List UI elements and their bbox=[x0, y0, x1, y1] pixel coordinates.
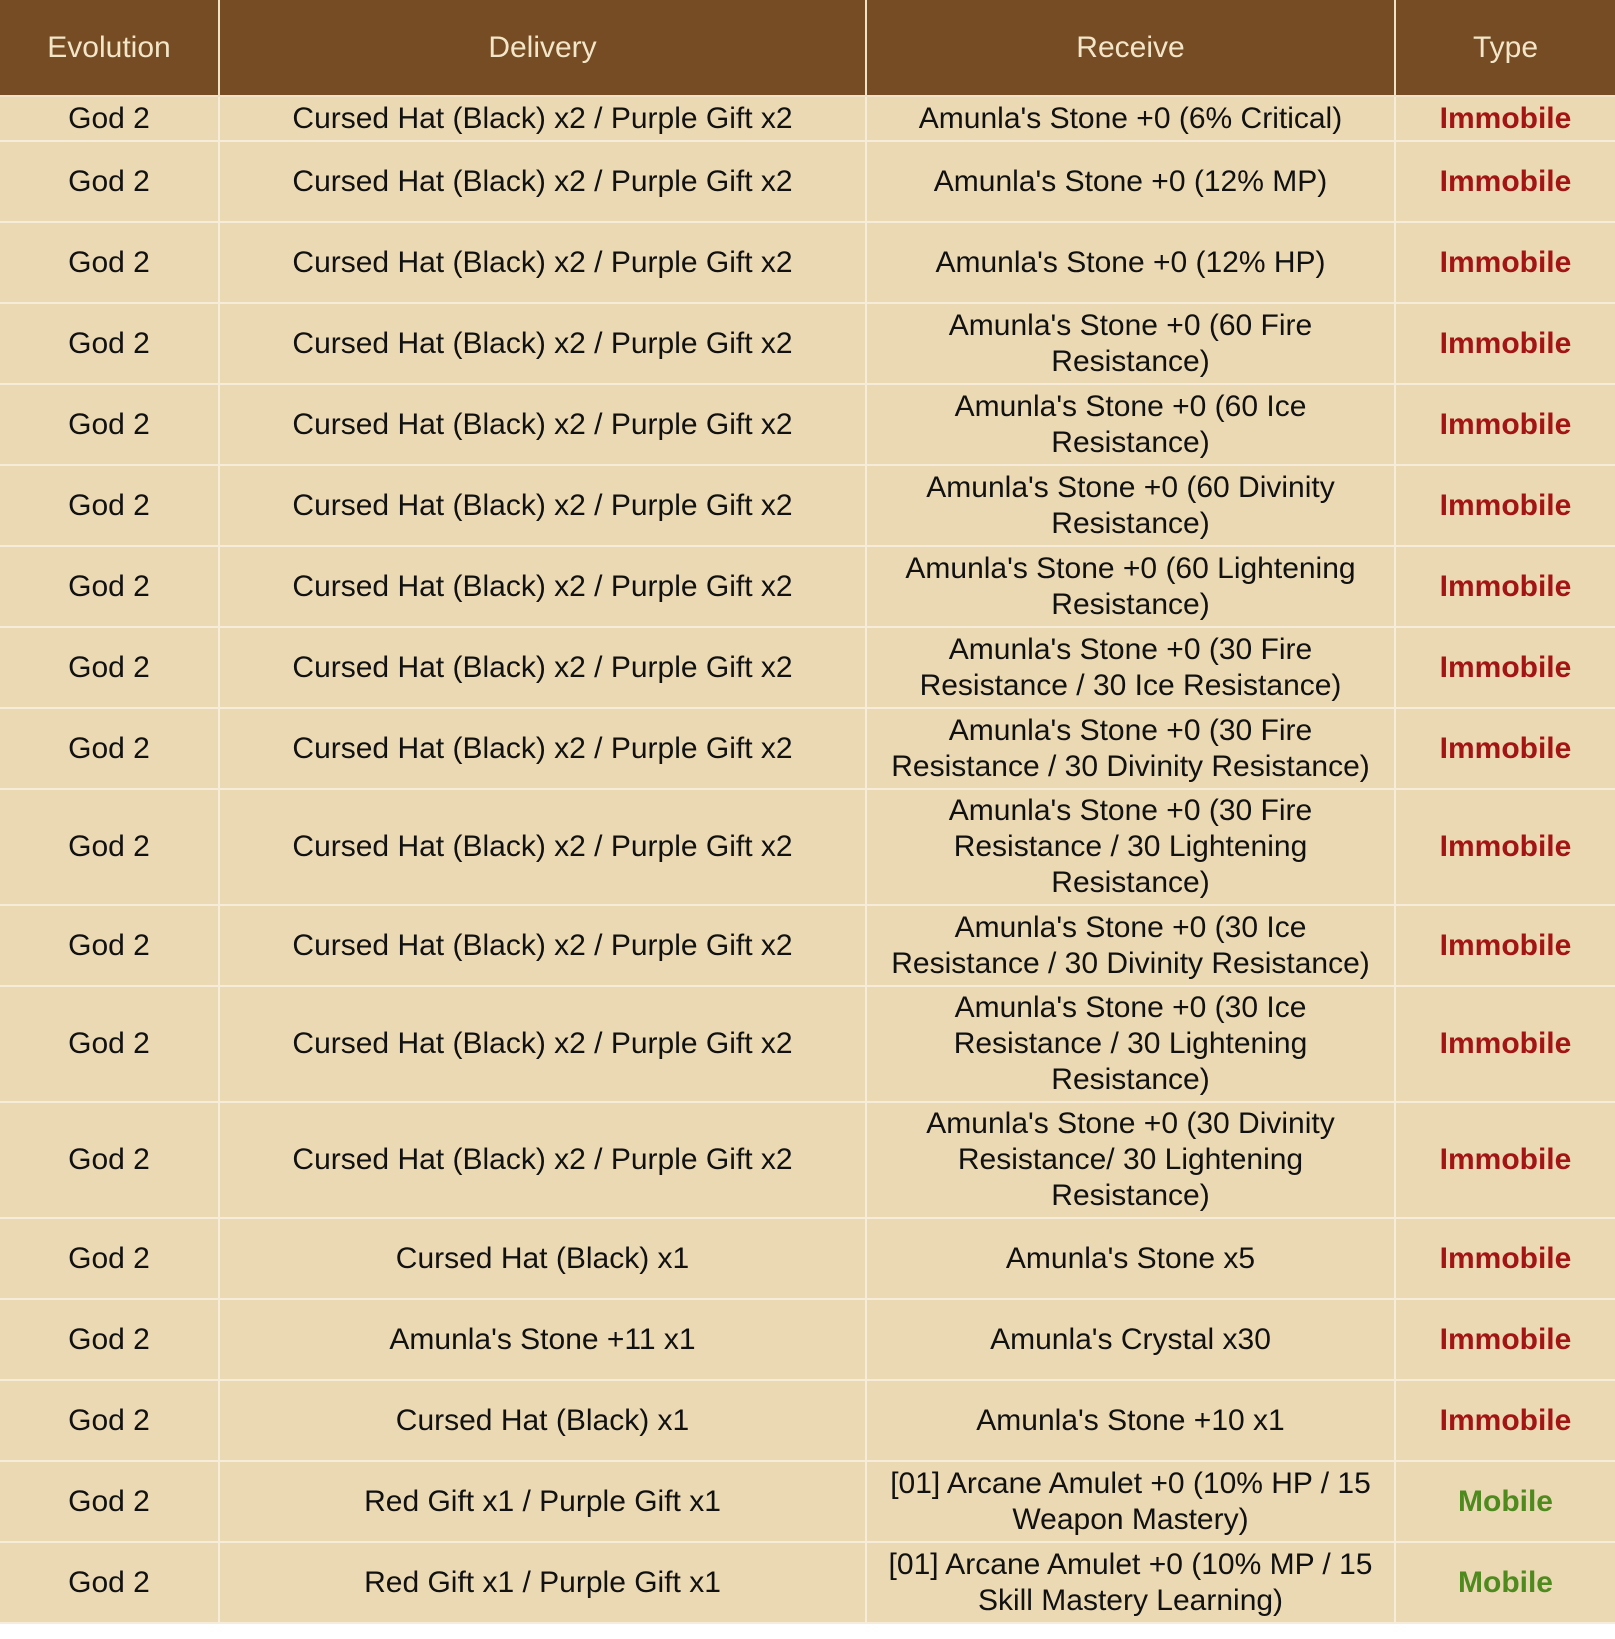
evolution-cell: God 2 bbox=[0, 465, 219, 546]
receive-cell: Amunla's Stone +0 (60 Lightening Resistance) bbox=[866, 546, 1395, 627]
delivery-cell: Cursed Hat (Black) x2 / Purple Gift x2 bbox=[219, 789, 866, 905]
receive-cell: Amunla's Stone +0 (60 Fire Resistance) bbox=[866, 303, 1395, 384]
table-row bbox=[0, 905, 1615, 986]
table-row bbox=[0, 546, 1615, 627]
evolution-cell: God 2 bbox=[0, 905, 219, 986]
table-row bbox=[0, 465, 1615, 546]
receive-cell: Amunla's Stone +0 (60 Divinity Resistance) bbox=[866, 465, 1395, 546]
delivery-cell: Cursed Hat (Black) x2 / Purple Gift x2 bbox=[219, 96, 866, 141]
evolution-cell: God 2 bbox=[0, 708, 219, 789]
evolution-cell: God 2 bbox=[0, 546, 219, 627]
table-row bbox=[0, 986, 1615, 1102]
delivery-cell: Cursed Hat (Black) x2 / Purple Gift x2 bbox=[219, 1102, 866, 1218]
type-cell: Immobile bbox=[1395, 986, 1615, 1102]
type-cell: Immobile bbox=[1395, 96, 1615, 141]
type-cell: Immobile bbox=[1395, 1299, 1615, 1380]
receive-cell: Amunla's Stone +0 (30 Ice Resistance / 30 Divinity Resistance) bbox=[866, 905, 1395, 986]
receive-cell: Amunla's Stone +0 (30 Divinity Resistance/ 30 Lightening Resistance) bbox=[866, 1102, 1395, 1218]
delivery-cell: Red Gift x1 / Purple Gift x1 bbox=[219, 1461, 866, 1542]
header-row bbox=[0, 0, 1615, 96]
type-cell: Immobile bbox=[1395, 303, 1615, 384]
evolution-cell: God 2 bbox=[0, 1299, 219, 1380]
evolution-cell: God 2 bbox=[0, 96, 219, 141]
receive-cell: [01] Arcane Amulet +0 (10% MP / 15 Skill Mastery Learning) bbox=[866, 1542, 1395, 1623]
table-row bbox=[0, 708, 1615, 789]
receive-cell: Amunla's Stone +0 (30 Fire Resistance / 30 Lightening Resistance) bbox=[866, 789, 1395, 905]
type-cell: Mobile bbox=[1395, 1461, 1615, 1542]
evolution-cell: God 2 bbox=[0, 986, 219, 1102]
evolution-cell: God 2 bbox=[0, 1542, 219, 1623]
evolution-cell: God 2 bbox=[0, 384, 219, 465]
delivery-cell: Cursed Hat (Black) x2 / Purple Gift x2 bbox=[219, 986, 866, 1102]
type-cell: Immobile bbox=[1395, 627, 1615, 708]
evolution-cell: God 2 bbox=[0, 1218, 219, 1299]
receive-cell: Amunla's Stone +0 (60 Ice Resistance) bbox=[866, 384, 1395, 465]
header-delivery: Delivery bbox=[219, 0, 866, 96]
table-row bbox=[0, 1102, 1615, 1218]
type-cell: Immobile bbox=[1395, 905, 1615, 986]
table-row bbox=[0, 1380, 1615, 1461]
type-cell: Immobile bbox=[1395, 1380, 1615, 1461]
table-header bbox=[0, 0, 1615, 96]
delivery-cell: Cursed Hat (Black) x2 / Purple Gift x2 bbox=[219, 465, 866, 546]
receive-cell: Amunla's Crystal x30 bbox=[866, 1299, 1395, 1380]
table-row bbox=[0, 141, 1615, 222]
delivery-cell: Cursed Hat (Black) x2 / Purple Gift x2 bbox=[219, 905, 866, 986]
table-row bbox=[0, 1542, 1615, 1623]
table-body bbox=[0, 96, 1615, 1623]
receive-cell: Amunla's Stone +0 (30 Fire Resistance / 30 Ice Resistance) bbox=[866, 627, 1395, 708]
receive-cell: Amunla's Stone +0 (12% HP) bbox=[866, 222, 1395, 303]
type-cell: Immobile bbox=[1395, 1102, 1615, 1218]
type-cell: Immobile bbox=[1395, 465, 1615, 546]
receive-cell: Amunla's Stone +0 (6% Critical) bbox=[866, 96, 1395, 141]
evolution-cell: God 2 bbox=[0, 222, 219, 303]
header-receive: Receive bbox=[866, 0, 1395, 96]
receive-cell: Amunla's Stone x5 bbox=[866, 1218, 1395, 1299]
evolution-cell: God 2 bbox=[0, 627, 219, 708]
table-row bbox=[0, 1461, 1615, 1542]
delivery-cell: Amunla's Stone +11 x1 bbox=[219, 1299, 866, 1380]
type-cell: Immobile bbox=[1395, 1218, 1615, 1299]
table-row bbox=[0, 384, 1615, 465]
evolution-cell: God 2 bbox=[0, 1461, 219, 1542]
table-row bbox=[0, 303, 1615, 384]
table-row bbox=[0, 789, 1615, 905]
receive-cell: Amunla's Stone +0 (30 Ice Resistance / 30 Lightening Resistance) bbox=[866, 986, 1395, 1102]
evolution-cell: God 2 bbox=[0, 303, 219, 384]
header-type: Type bbox=[1395, 0, 1615, 96]
delivery-cell: Cursed Hat (Black) x2 / Purple Gift x2 bbox=[219, 384, 866, 465]
delivery-cell: Cursed Hat (Black) x1 bbox=[219, 1218, 866, 1299]
type-cell: Immobile bbox=[1395, 708, 1615, 789]
receive-cell: Amunla's Stone +0 (12% MP) bbox=[866, 141, 1395, 222]
type-cell: Mobile bbox=[1395, 1542, 1615, 1623]
type-cell: Immobile bbox=[1395, 141, 1615, 222]
receive-cell: [01] Arcane Amulet +0 (10% HP / 15 Weapon Mastery) bbox=[866, 1461, 1395, 1542]
table-row bbox=[0, 222, 1615, 303]
evolution-cell: God 2 bbox=[0, 1380, 219, 1461]
delivery-cell: Cursed Hat (Black) x1 bbox=[219, 1380, 866, 1461]
table-row bbox=[0, 1299, 1615, 1380]
type-cell: Immobile bbox=[1395, 546, 1615, 627]
evolution-cell: God 2 bbox=[0, 1102, 219, 1218]
table-row bbox=[0, 96, 1615, 141]
delivery-cell: Cursed Hat (Black) x2 / Purple Gift x2 bbox=[219, 708, 866, 789]
receive-cell: Amunla's Stone +0 (30 Fire Resistance / 30 Divinity Resistance) bbox=[866, 708, 1395, 789]
delivery-cell: Red Gift x1 / Purple Gift x1 bbox=[219, 1542, 866, 1623]
type-cell: Immobile bbox=[1395, 789, 1615, 905]
header-evolution: Evolution bbox=[0, 0, 219, 96]
delivery-cell: Cursed Hat (Black) x2 / Purple Gift x2 bbox=[219, 222, 866, 303]
evolution-cell: God 2 bbox=[0, 789, 219, 905]
delivery-cell: Cursed Hat (Black) x2 / Purple Gift x2 bbox=[219, 141, 866, 222]
type-cell: Immobile bbox=[1395, 384, 1615, 465]
evolution-cell: God 2 bbox=[0, 141, 219, 222]
receive-cell: Amunla's Stone +10 x1 bbox=[866, 1380, 1395, 1461]
delivery-cell: Cursed Hat (Black) x2 / Purple Gift x2 bbox=[219, 303, 866, 384]
type-cell: Immobile bbox=[1395, 222, 1615, 303]
delivery-cell: Cursed Hat (Black) x2 / Purple Gift x2 bbox=[219, 627, 866, 708]
table-row bbox=[0, 627, 1615, 708]
table-row bbox=[0, 1218, 1615, 1299]
delivery-cell: Cursed Hat (Black) x2 / Purple Gift x2 bbox=[219, 546, 866, 627]
